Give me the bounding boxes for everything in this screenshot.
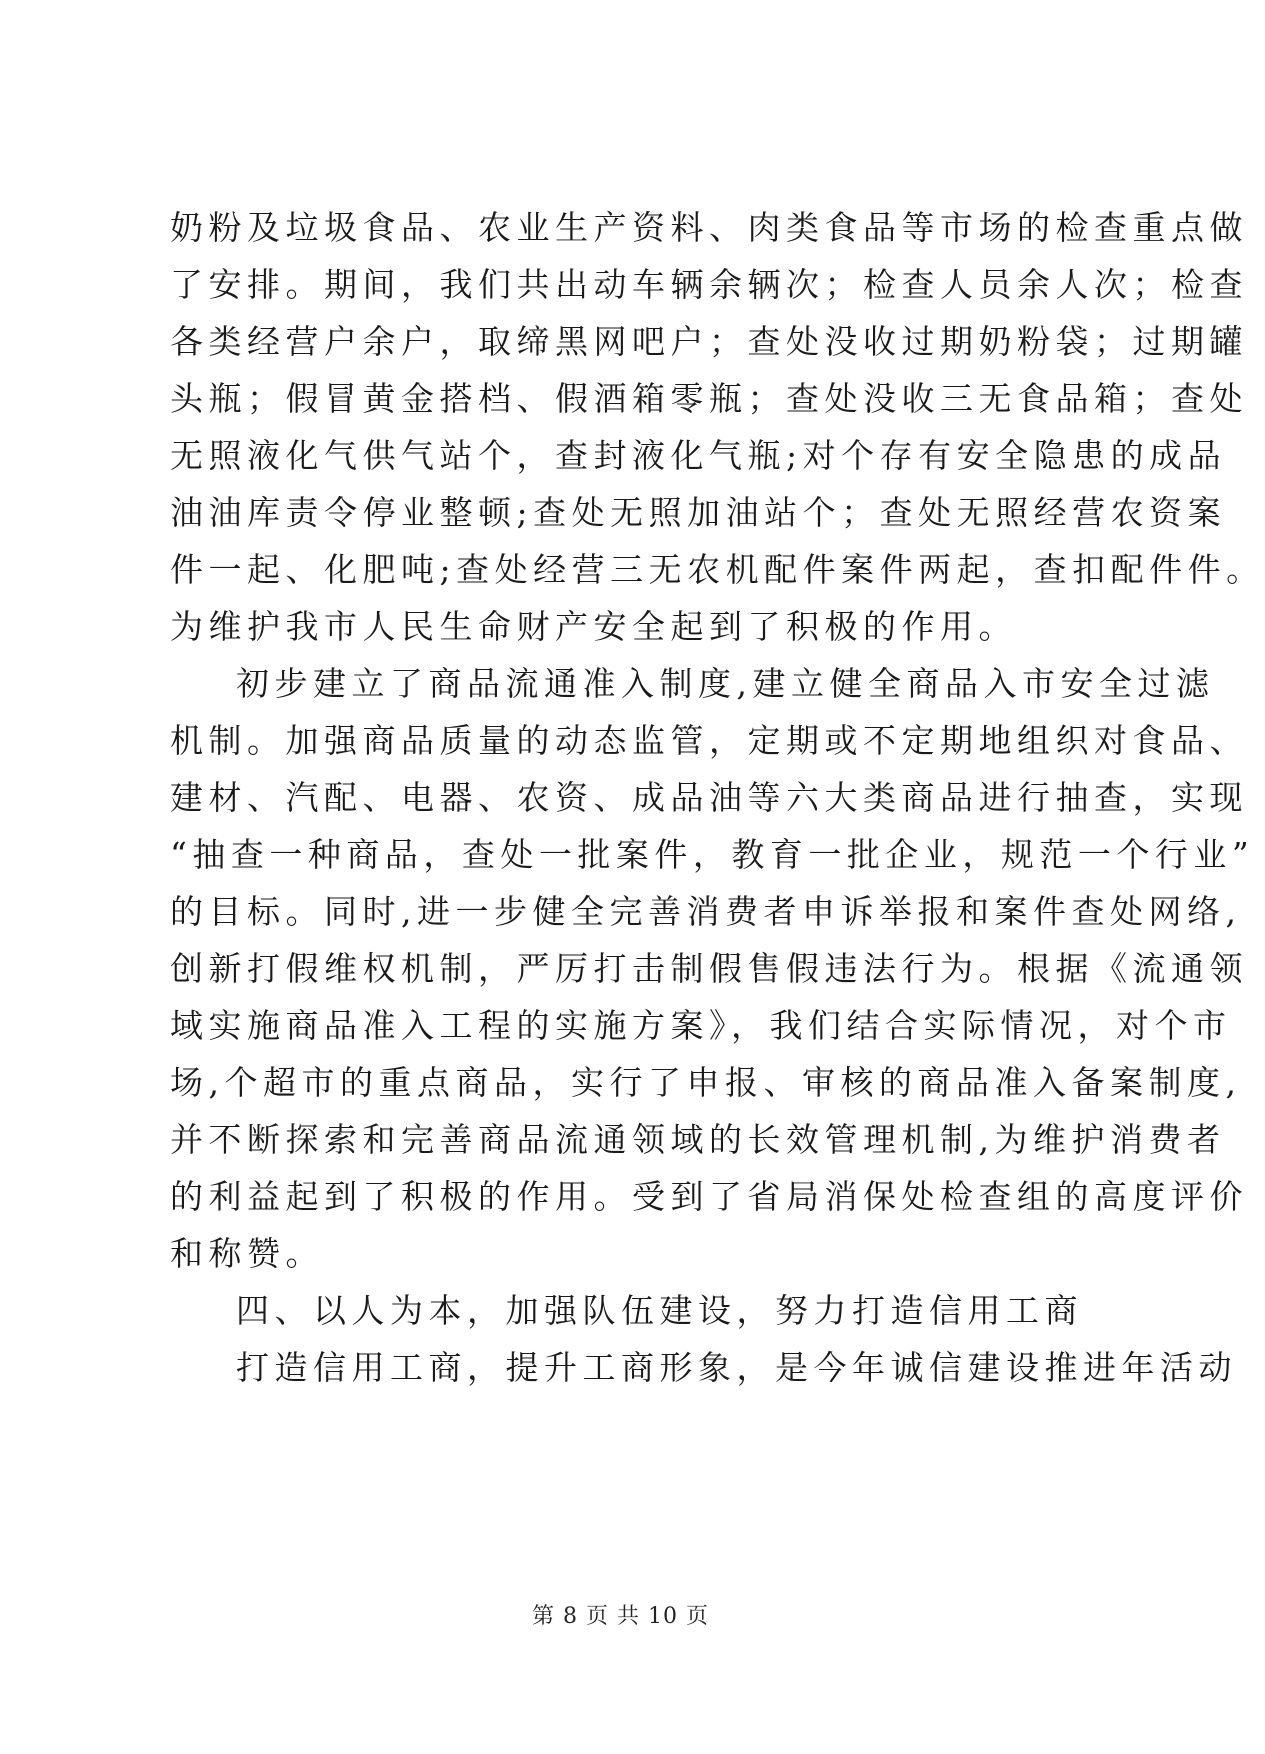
- text-line: 件一起、化肥吨;查处经营三无农机配件案件两起，查扣配件件。: [170, 550, 1265, 589]
- text-line: 油油库责令停业整顿;查处无照加油站个；查处无照经营农资案: [170, 493, 1227, 532]
- text-line: 的利益起到了积极的作用。受到了省局消保处检查组的高度评价: [170, 1177, 1248, 1216]
- text-line: 为维护我市人民生命财产安全起到了积极的作用。: [170, 607, 1017, 646]
- paragraph-start-line: 打造信用工商，提升工商形象，是今年诚信建设推进年活动: [236, 1348, 1237, 1387]
- text-line: 域实施商品准入工程的实施方案》，我们结合实际情况，对个市: [170, 1006, 1232, 1045]
- text-line: 的目标。同时,进一步健全完善消费者申诉举报和案件查处网络,: [170, 892, 1242, 931]
- text-line: 创新打假维权机制，严厉打击制假售假违法行为。根据《流通领: [170, 949, 1248, 988]
- text-line: 建材、汽配、电器、农资、成品油等六大类商品进行抽查，实现: [170, 778, 1248, 817]
- text-line: 并不断探索和完善商品流通领域的长效管理机制,为维护消费者: [170, 1120, 1226, 1159]
- section-heading: 四、以人为本，加强队伍建设，努力打造信用工商: [236, 1291, 1083, 1330]
- text-line: 和称赞。: [170, 1234, 324, 1273]
- text-line: 无照液化气供气站个，查封液化气瓶;对个存有安全隐患的成品: [170, 436, 1227, 475]
- text-line: 机制。加强商品质量的动态监管，定期或不定期地组织对食品、: [170, 721, 1248, 760]
- text-line: 场,个超市的重点商品，实行了申报、审核的商品准入备案制度,: [170, 1063, 1242, 1102]
- text-line: “抽查一种商品，查处一批案件，教育一批企业，规范一个行业”: [170, 835, 1255, 874]
- page-number-footer: 第 8 页 共 10 页: [532, 1604, 709, 1629]
- text-line: 奶粉及垃圾食品、农业生产资料、肉类食品等市场的检查重点做: [170, 208, 1248, 247]
- text-line: 各类经营户余户，取缔黑网吧户；查处没收过期奶粉袋；过期罐: [170, 322, 1248, 361]
- text-line: 头瓶；假冒黄金搭档、假酒箱零瓶；查处没收三无食品箱；查处: [170, 379, 1248, 418]
- text-line: 了安排。期间，我们共出动车辆余辆次；检查人员余人次；检查: [170, 265, 1248, 304]
- paragraph-start-line: 初步建立了商品流通准入制度,建立健全商品入市安全过滤: [236, 664, 1215, 703]
